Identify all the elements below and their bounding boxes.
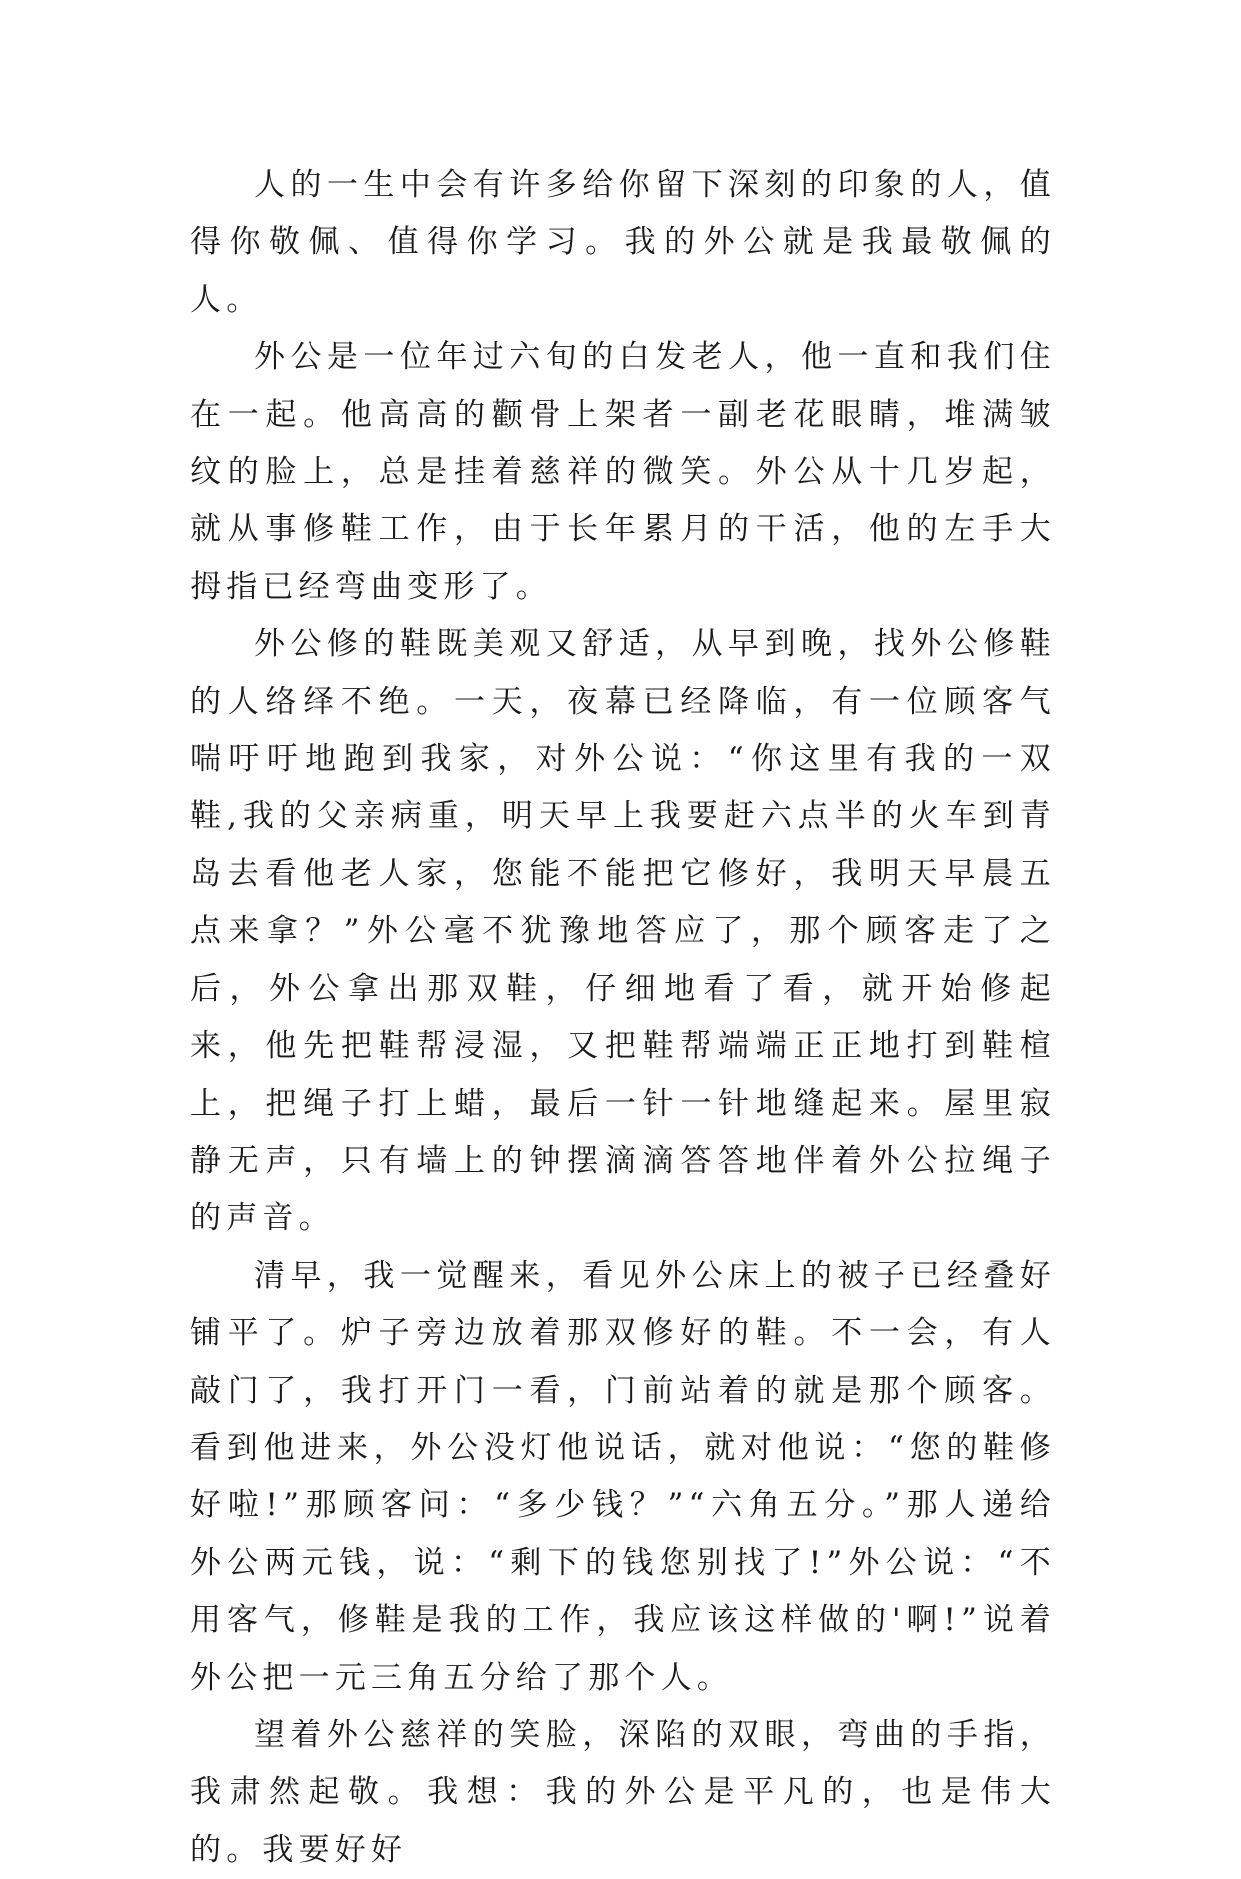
paragraph-1: 人的一生中会有许多给你留下深刻的印象的人，值得你敬佩、值得你学习。我的外公就是我最敬佩的人。	[190, 167, 1056, 318]
paragraph-3: 外公修的鞋既美观又舒适，从早到晚，找外公修鞋的人络绎不绝。一天，夜幕已经降临，有一位顾客气喘吁吁地跑到我家，对外公说：“你这里有我的一双鞋,我的父亲病重，明天早上我要赶六点半的火车到青岛去看他老人家，您能不能把它修好，我明天早晨五点来拿？”外公毫不犹豫地答应了，那个顾客走了之后，外公拿出那双鞋，仔细地看了看，就开始修起来，他先把鞋帮浸湿，又把鞋帮端端正正地打到鞋楦上，把绳子打上蜡，最后一针一针地缝起来。屋里寂静无声，只有墙上的钟摆滴滴答答地伴着外公拉绳子的声音。	[190, 626, 1056, 1237]
paragraph-4: 清早，我一觉醒来，看见外公床上的被子已经叠好铺平了。炉子旁边放着那双修好的鞋。不一会，有人敲门了，我打开门一看，门前站着的就是那个顾客。看到他进来，外公没灯他说话，就对他说：“您的鞋修好啦!”那顾客问：“多少钱？”“六角五分。”那人递给外公两元钱，说：“剩下的钱您别找了!”外公说：“不用客气，修鞋是我的工作，我应该这样做的'啊!”说着外公把一元三角五分给了那个人。	[190, 1257, 1056, 1696]
paragraph-5: 望着外公慈祥的笑脸，深陷的双眼，弯曲的手指，我肃然起敬。我想：我的外公是平凡的，也是伟大的。我要好好	[190, 1716, 1056, 1868]
essay-body	[190, 157, 1056, 1879]
paragraph-2: 外公是一位年过六旬的白发老人，他一直和我们住在一起。他高高的颧骨上架者一副老花眼睛，堆满皱纹的脸上，总是挂着慈祥的微笑。外公从十几岁起，就从事修鞋工作，由于长年累月的干活，他的左手大拇指已经弯曲变形了。	[190, 339, 1056, 605]
